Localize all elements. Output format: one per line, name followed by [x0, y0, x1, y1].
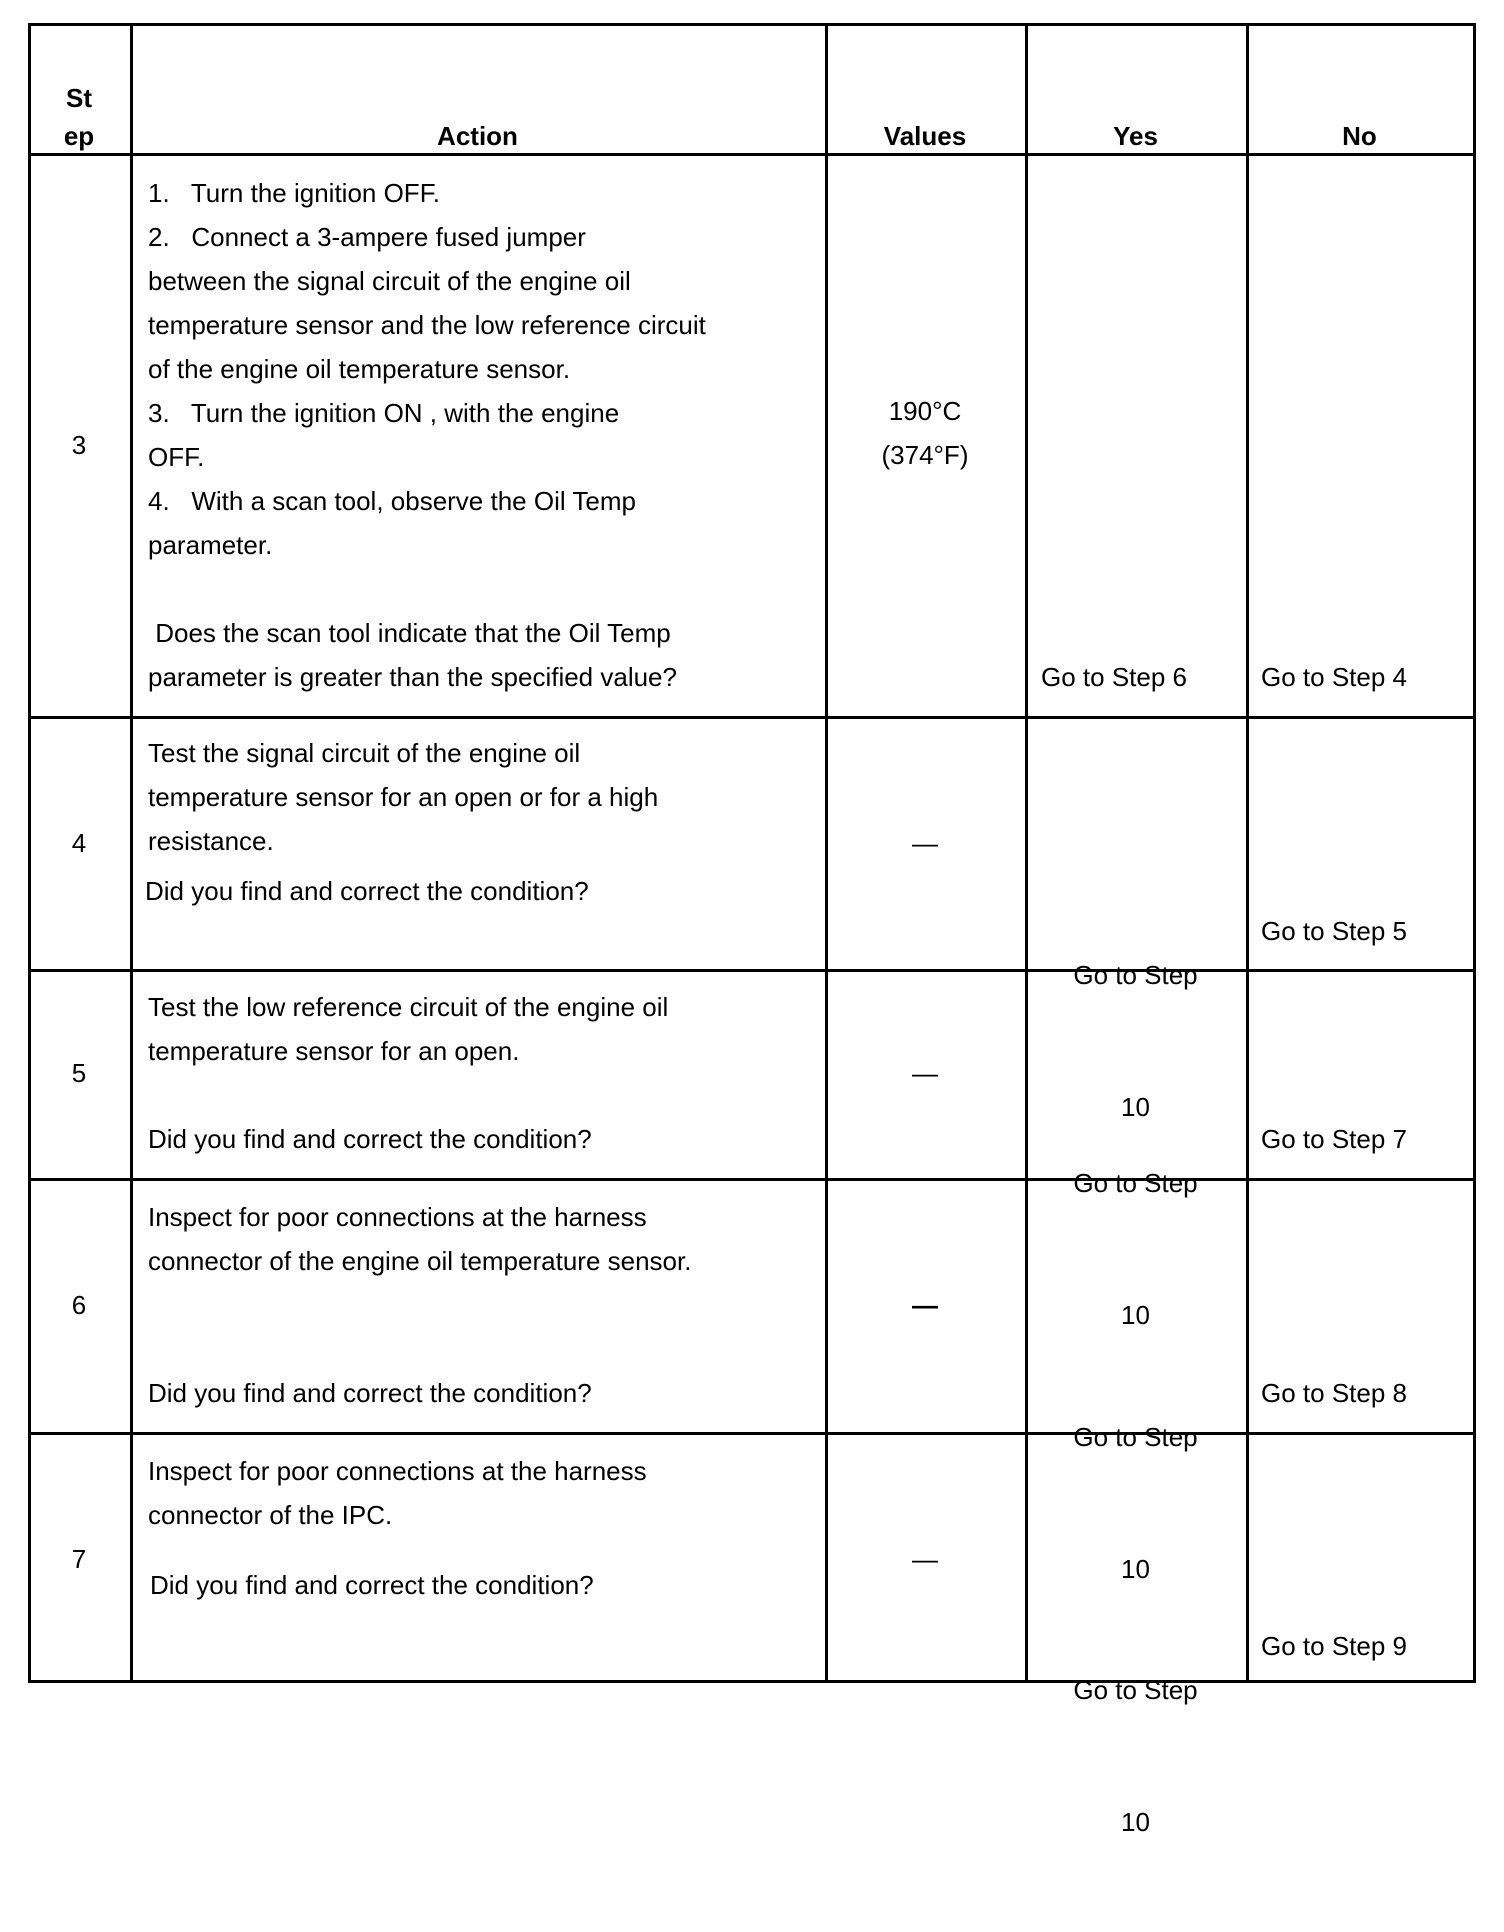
action-question: Did you find and correct the condition?: [145, 876, 589, 906]
spec-value: —: [912, 1544, 938, 1574]
column-divider: [1246, 23, 1249, 1683]
action-question: Did you find and correct the condition?: [150, 1570, 594, 1600]
row-divider: [28, 1178, 1476, 1181]
spec-value: —: [912, 828, 938, 858]
action-question: Did you find and correct the condition?: [148, 1124, 592, 1154]
action-line: Inspect for poor connections at the harness: [148, 1202, 647, 1232]
action-question: parameter is greater than the specified value?: [148, 662, 677, 692]
yes-result-line2: 10: [1121, 1807, 1150, 1837]
yes-result-line2: 10: [1121, 1554, 1150, 1584]
action-line: OFF.: [148, 442, 205, 472]
yes-result-line1: Go to Step: [1073, 1422, 1198, 1452]
spec-value: 190°C: [888, 396, 962, 426]
step-number: 3: [71, 430, 87, 460]
row-divider: [28, 1432, 1476, 1435]
step-number: 5: [71, 1058, 87, 1088]
action-line: Test the signal circuit of the engine oil: [148, 738, 581, 768]
header-step-line1: St: [66, 83, 92, 113]
step-number: 4: [71, 828, 87, 858]
step-number: 7: [71, 1544, 87, 1574]
row-divider: [28, 716, 1476, 719]
yes-result: Go to Step 6: [1041, 662, 1187, 692]
spec-value: (374°F): [881, 440, 969, 470]
table-border-top: [28, 23, 1476, 26]
yes-result-line2: 10: [1121, 1092, 1150, 1122]
header-action: Action: [437, 121, 518, 151]
yes-result-line1: Go to Step: [1073, 1675, 1198, 1705]
yes-result: [1025, 1580, 1246, 1932]
action-line: Test the low reference circuit of the engine oil: [148, 992, 669, 1022]
header-yes: Yes: [1113, 121, 1158, 151]
action-line: temperature sensor and the low reference circuit: [148, 310, 706, 340]
no-result: Go to Step 7: [1261, 1124, 1407, 1154]
row-divider: [28, 969, 1476, 972]
action-line: between the signal circuit of the engine oil: [148, 266, 631, 296]
action-line: Inspect for poor connections at the harness: [148, 1456, 647, 1486]
action-line: parameter.: [148, 530, 273, 560]
action-line: 1. Turn the ignition OFF.: [148, 178, 440, 208]
header-no: No: [1342, 121, 1377, 151]
no-result: Go to Step 5: [1261, 916, 1407, 946]
header-step: [28, 79, 130, 155]
action-line: 4. With a scan tool, observe the Oil Temp: [148, 486, 636, 516]
diagnostic-table: [28, 23, 1476, 1837]
no-result: Go to Step 4: [1261, 662, 1407, 692]
no-result: Go to Step 8: [1261, 1378, 1407, 1408]
header-step-line2: ep: [63, 121, 95, 151]
action-question: Did you find and correct the condition?: [148, 1378, 592, 1408]
table-border-right: [1473, 23, 1476, 1683]
action-line: connector of the engine oil temperature sensor.: [148, 1246, 692, 1276]
action-question: Does the scan tool indicate that the Oil Temp: [148, 618, 671, 648]
action-line: 2. Connect a 3-ampere fused jumper: [148, 222, 586, 252]
action-line: of the engine oil temperature sensor.: [148, 354, 571, 384]
header-values: Values: [883, 121, 967, 151]
action-line: resistance.: [148, 826, 274, 856]
action-line: temperature sensor for an open or for a high: [148, 782, 659, 812]
yes-result-line1: Go to Step: [1073, 960, 1198, 990]
yes-result-line2: 10: [1121, 1300, 1150, 1330]
spec-value: —: [912, 1058, 938, 1088]
spec-value: —: [912, 1290, 938, 1320]
action-line: 3. Turn the ignition ON , with the engine: [148, 398, 620, 428]
no-result: Go to Step 9: [1261, 1631, 1407, 1661]
table-border-bottom: [28, 1680, 1476, 1683]
action-line: connector of the IPC.: [148, 1500, 393, 1530]
column-divider: [130, 23, 133, 1683]
yes-result-line1: Go to Step: [1073, 1168, 1198, 1198]
action-line: temperature sensor for an open.: [148, 1036, 520, 1066]
step-number: 6: [71, 1290, 87, 1320]
